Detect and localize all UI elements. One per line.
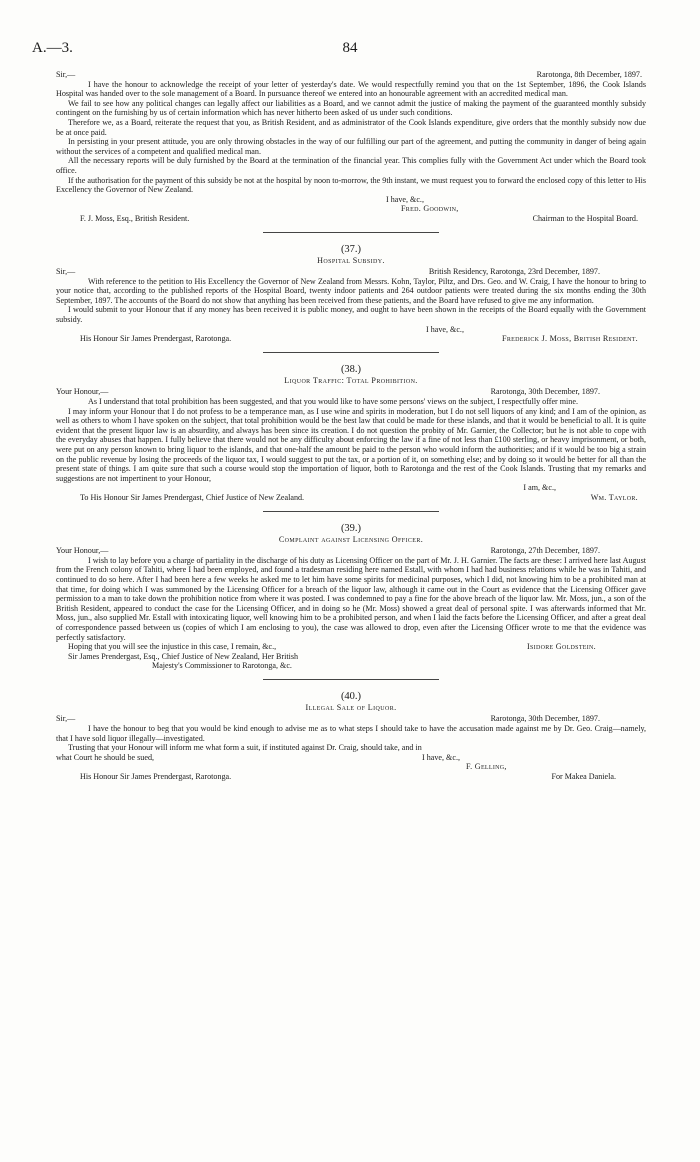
paragraph: With reference to the petition to His Excellency the Governor of New Zealand from Messrs. Kohn, Taylor, Piltz, and Drs. Geo. and W. Craig, I have the honour to bring to your notice that, according to the published reports of the Hospital Board, twenty indoor patients and 264 outdoor patients were treated during the six months ending the 30th September, 1897. The accounts of the Board do not show that anything has been received from these patients, and the Board have refused to give me any information. [56,276,646,305]
letter-39 [56,522,646,680]
paragraph: All the necessary reports will be duly furnished by the Board at the termination of the financial year. This complies fully with the Government Act under which the Board took office. [56,156,646,175]
closing: I have, &c., [386,194,424,204]
section-divider [263,232,439,233]
paragraph: I have the honour to beg that you would be kind enough to advise me as to what steps I should take to have the accusation made against me by Dr. Geo. Craig—namely, that I have sold liquor illegally—investigated. [56,724,646,743]
paragraph: I have the honour to acknowledge the receipt of your letter of yesterday's date. We would respectfully remind you that on the 1st September, 1896, the Cook Islands Hospital was handed over to the sole management of a Board. In pursuance thereof we entered into an honourable agreement with an accredited medical man. [56,79,646,99]
signer: Frederick J. Moss, British Resident. [502,334,638,344]
signer: Fred. Goodwin, [401,204,459,214]
salutation: Your Honour,— [56,546,109,556]
addressee: His Honour Sir James Prendergast, Rarotonga. [80,334,232,344]
place-date: Rarotonga, 27th December, 1897. [490,546,600,556]
place-date: British Residency, Rarotonga, 23rd December, 1897. [428,267,600,277]
paragraph: In persisting in your present attitude, you are only throwing obstacles in the way of our fulfilling our part of the agreement, and putting the community in danger of being again without the services of a competent and qualified medical man. [56,137,646,156]
addressee: To His Honour Sir James Prendergast, Chief Justice of New Zealand. [80,492,305,502]
paragraph: As I understand that total prohibition has been suggested, and that you would like to have some persons' views on the subject, I respectfully offer mine. [88,397,578,407]
document-body [56,70,646,782]
page-number: 84 [342,40,358,56]
addressee-continued: Majesty's Commissioner to Rarotonga, &c. [152,661,292,671]
signer: Wm. Taylor. [590,492,638,502]
letter-hospital-board [56,70,646,233]
letter-title: Illegal Sale of Liquor. [305,702,397,712]
section-divider [263,679,439,680]
addressee: F. J. Moss, Esq., British Resident. [80,213,190,223]
addressee: His Honour Sir James Prendergast, Rarotonga. [80,772,232,782]
letter-number: (37.) [340,243,362,255]
salutation: Sir,— [56,267,76,277]
letter-number: (40.) [340,690,362,702]
letter-number: (38.) [340,363,362,375]
signer: F. Gelling, [466,762,507,772]
closing: I have, &c., [422,752,460,762]
signer: Isidore Goldstein. [527,642,596,652]
letter-number: (39.) [340,522,362,534]
signer-title: Chairman to the Hospital Board. [532,213,638,223]
letter-37 [56,243,646,353]
section-divider [263,352,439,353]
letter-title: Liquor Traffic: Total Prohibition. [284,375,418,385]
paragraph-end: what Court he should be sued, [56,752,155,762]
paragraph: If the authorisation for the payment of this subsidy be not at the hospital by noon to-morrow, the 9th instant, we must request you to forward the enclosed copy of this letter to His Excellency the Governor of New Zealand. [56,175,646,195]
letter-title: Hospital Subsidy. [317,255,385,265]
place-date: Rarotonga, 30th December, 1897. [490,714,600,724]
letter-40 [56,690,646,782]
paragraph: Trusting that your Honour will inform me what form a suit, if instituted against Dr. Craig, should take, and in [68,743,422,753]
salutation: Sir,— [56,70,76,79]
paragraph: I wish to lay before you a charge of partiality in the discharge of his duty as Licensing Officer on the part of Mr. J. H. Garnier. The facts are these: I arrived here last August from the French colony of Tahiti, where I had been employed, and found a tradesman residing here named Estall, with whom I had had business relations while he was in Tahiti, and continued to do so here. After I had been here a few weeks he asked me to let him have some spirits for medicinal purposes, which I did, not knowing him to be a prohibited man at that time, for doing which I was summoned by the Licensing Officer for a breach of the liquor law, although it came out in the Court as evidence that the Licensing Officer gave permission to a man to take down the prohibition notice from where it was posted. I was condemned to pay a fine for the above breach of the liquor law. Mr. Moss, jun., a son of the British Resident, appeared to conduct the case for the Licensing Officer, and in doing so he (Mr. Moss) showed a great deal of personal spite. I was afterwards informed that Mr. Moss, jun., also supplied Mr. Estall with intoxicating liquor, well knowing him to be a prohibited person, and when I laid the facts before the Licensing Officer, and after a great deal of correspondence passed between us (copies of which I am enclosing to you), the case was allowed to drop, even after the Licensing Officer wrote to me that the evidence was perfectly satisfactory. [56,555,646,642]
document-reference: A.—3. [32,40,73,56]
paragraph: Therefore we, as a Board, reiterate the request that you, as British Resident, and as administrator of the Cook Islands expenditure, give orders that the monthly subsidy now due be at once paid. [56,117,646,137]
page-header [28,40,672,62]
paragraph: I may inform your Honour that I do not profess to be a temperance man, as I use wine and spirits in moderation, but I do not sell liquors of any kind; and I am of the opinion, as well as others to whom I have spoken on the subject, that total prohibition would be the best law that could be made for these islands, and that it would be beneficial to all. It is quite evident that the present liquor law is an absurdity, and always has been since its creation. I do not question the probity of Mr. Garnier, the Collector; but he is not able to cope with the everyday abuses that happen. I fully believe that there would not be any difficulty about enforcing the law if a fine of not less than £100 sterling, or heavy imprisonment, or both, were put on any person known to bring liquor to the islands, and that one-half the amount be paid to the person who would inform the authorities; and if it would be too big a strain on the public revenue by losing the proceeds of the liquor tax, I would suggest to put the tax, or a portion of it, on something else; and by doing so it would be better for all than the present state of things. I am quite sure that such a course would stop the importation of liquor, both to Rarotonga and the rest of the Cook Islands. Trusting that my remarks and suggestions are not impertinent to your Honour, [56,406,646,483]
letter-title: Complaint against Licensing Officer. [278,534,424,544]
paragraph: We fail to see how any political changes can legally affect our liabilities as a Board, and we cannot admit the justice of making the payment of the guaranteed monthly subsidy contingent on the furnishing by us of certain information which has never hitherto been asked of us under such conditions. [56,98,646,118]
salutation: Your Honour,— [56,387,109,397]
section-divider [263,511,439,512]
closing: I am, &c., [523,483,556,493]
closing: I have, &c., [426,324,464,334]
place-date: Rarotonga, 8th December, 1897. [536,70,642,79]
paragraph: I would submit to your Honour that if any money has been received it is public money, and ought to have been shown in the receipts of the Board equally with the Government subsidy. [56,305,646,325]
addressee: Sir James Prendergast, Esq., Chief Justice of New Zealand, Her British [68,651,299,661]
place-date: Rarotonga, 30th December, 1897. [490,387,600,397]
closing: Hoping that you will see the injustice in this case, I remain, &c., [68,642,277,652]
salutation: Sir,— [56,714,76,724]
signer-title: For Makea Daniela. [551,772,616,782]
letter-38 [56,363,646,512]
